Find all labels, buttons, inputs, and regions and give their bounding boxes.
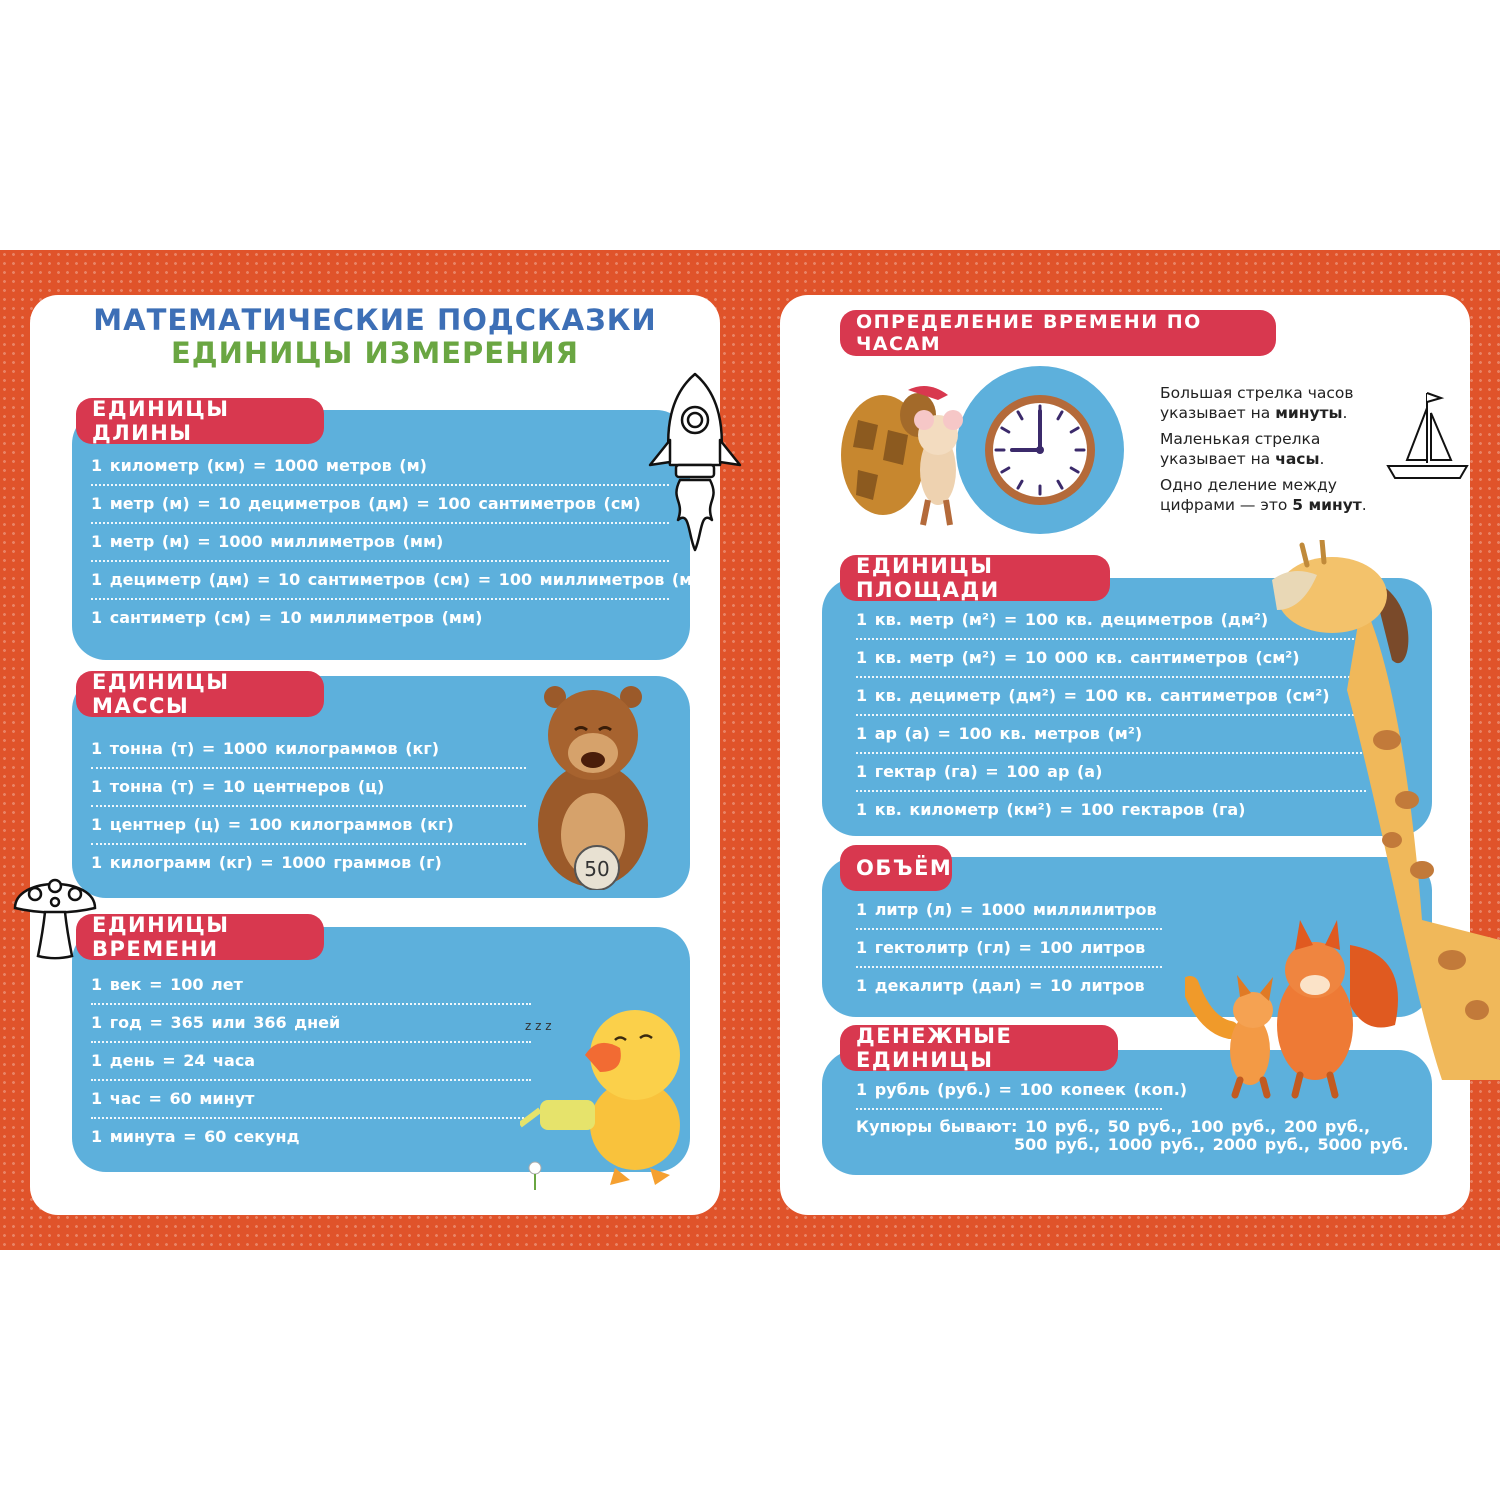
main-subtitle: ЕДИНИЦЫ ИЗМЕРЕНИЯ (171, 336, 579, 370)
time-rows (91, 967, 531, 1157)
area-row: 1 ар (а) = 100 кв. метров (м²) (856, 716, 1366, 754)
duck-illustration (520, 1000, 690, 1195)
length-row: 1 метр (м) = 1000 миллиметров (мм) (91, 524, 669, 562)
mass-row: 1 тонна (т) = 1000 килограммов (кг) (91, 731, 526, 769)
length-row: 1 сантиметр (см) = 10 миллиметров (мм) (91, 608, 483, 627)
volume-heading: ОБЪЁМ (840, 845, 952, 891)
mass-row: 1 центнер (ц) = 100 килограммов (кг) (91, 807, 526, 845)
area-row: 1 кв. дециметр (дм²) = 100 кв. сантиметров (см²) (856, 678, 1366, 716)
area-row: 1 кв. метр (м²) = 100 кв. дециметров (дм²) (856, 602, 1366, 640)
volume-row: 1 литр (л) = 1000 миллилитров (856, 892, 1162, 930)
length-heading: ЕДИНИЦЫ ДЛИНЫ (76, 398, 324, 444)
mushroom-icon (10, 866, 100, 961)
area-row: 1 кв. километр (км²) = 100 гектаров (га) (856, 800, 1246, 819)
bear-illustration (535, 685, 650, 890)
svg-text:z z z: z z z (525, 1019, 552, 1033)
volume-row: 1 декалитр (дал) = 10 литров (856, 976, 1145, 995)
area-row: 1 кв. метр (м²) = 10 000 кв. сантиметров (см²) (856, 640, 1366, 678)
time-row: 1 век = 100 лет (91, 967, 531, 1005)
mass-rows (91, 731, 526, 883)
mass-heading: ЕДИНИЦЫ МАССЫ (76, 671, 324, 717)
foxes-illustration (1185, 915, 1410, 1100)
banknotes-line-2: 500 руб., 1000 руб., 2000 руб., 5000 руб. (1014, 1135, 1409, 1154)
volume-rows (856, 892, 1162, 1006)
clock-illustration (955, 365, 1125, 535)
time-row: 1 год = 365 или 366 дней (91, 1005, 531, 1043)
tortoise-mouse-illustration (838, 375, 968, 535)
money-rows (856, 1072, 1188, 1110)
time-heading: ЕДИНИЦЫ ВРЕМЕНИ (76, 914, 324, 960)
weight-label: 50 (584, 857, 610, 881)
time-row: 1 час = 60 минут (91, 1081, 531, 1119)
time-row: 1 минута = 60 секунд (91, 1127, 300, 1146)
mass-row: 1 тонна (т) = 10 центнеров (ц) (91, 769, 526, 807)
clock-text-minutes: Большая стрелка часов указывает на минуты. (1160, 384, 1354, 422)
sailboat-icon (1385, 388, 1470, 483)
length-row: 1 километр (км) = 1000 метров (м) (91, 448, 669, 486)
money-row: 1 рубль (руб.) = 100 копеек (коп.) (856, 1072, 1162, 1110)
mass-row: 1 килограмм (кг) = 1000 граммов (г) (91, 853, 442, 872)
clock-heading: ОПРЕДЕЛЕНИЕ ВРЕМЕНИ ПО ЧАСАМ (840, 310, 1276, 356)
volume-row: 1 гектолитр (гл) = 100 литров (856, 930, 1162, 968)
time-row: 1 день = 24 часа (91, 1043, 531, 1081)
area-row: 1 гектар (га) = 100 ар (а) (856, 754, 1366, 792)
length-row: 1 дециметр (дм) = 10 сантиметров (см) = 100 миллиметров (мм) (91, 562, 669, 600)
rocket-icon (640, 370, 750, 555)
clock-text-division: Одно деление между цифрами — это 5 минут. (1160, 476, 1367, 514)
banknotes-line-1: Купюры бывают: 10 руб., 50 руб., 100 руб., 200 руб., (856, 1117, 1371, 1136)
clock-text-hours: Маленькая стрелка указывает на часы. (1160, 430, 1325, 468)
clock-explanation (1160, 383, 1390, 521)
length-row: 1 метр (м) = 10 дециметров (дм) = 100 сантиметров (см) (91, 486, 669, 524)
area-heading: ЕДИНИЦЫ ПЛОЩАДИ (840, 555, 1110, 601)
main-title: МАТЕМАТИЧЕСКИЕ ПОДСКАЗКИ (93, 303, 657, 337)
money-heading: ДЕНЕЖНЫЕ ЕДИНИЦЫ (840, 1025, 1118, 1071)
length-rows (91, 448, 713, 638)
banknotes-text (856, 1118, 1409, 1154)
